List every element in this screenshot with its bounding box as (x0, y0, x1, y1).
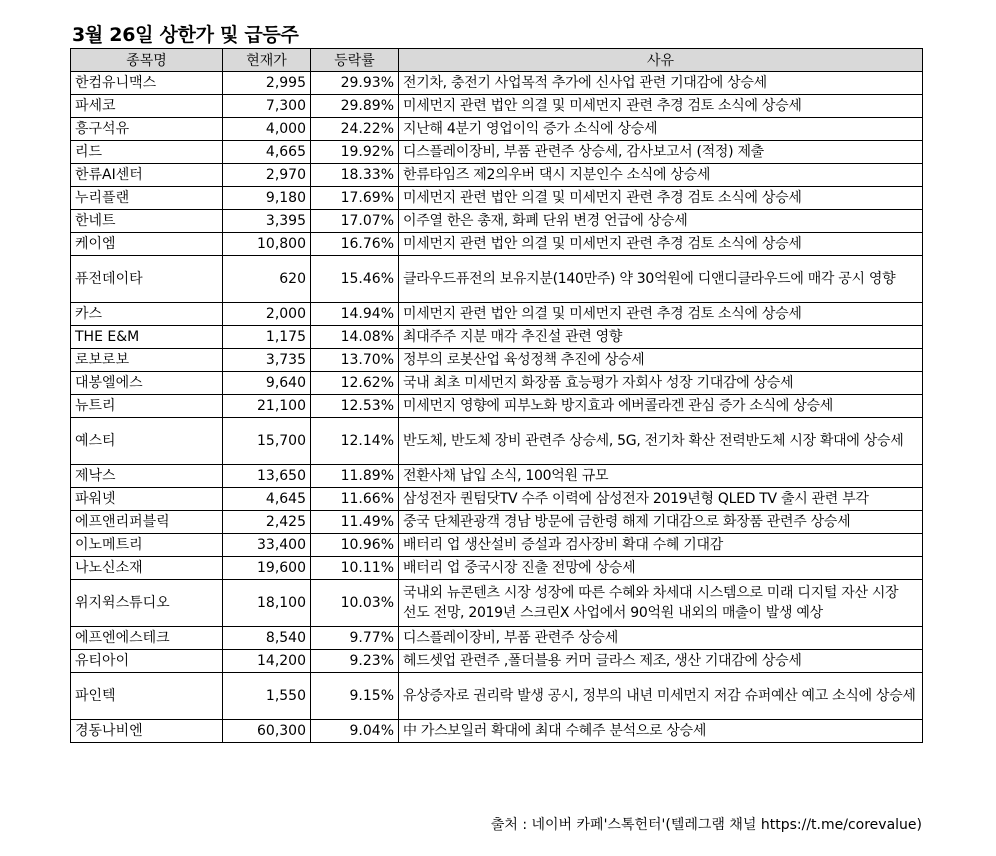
price-cell: 3,735 (223, 349, 311, 372)
column-header-name: 종목명 (71, 49, 223, 72)
change-rate-cell: 10.11% (311, 557, 399, 580)
table-row (71, 673, 923, 720)
price-cell: 4,665 (223, 141, 311, 164)
stock-name-cell: 케이엠 (71, 233, 223, 256)
price-cell: 4,645 (223, 488, 311, 511)
price-cell: 14,200 (223, 650, 311, 673)
price-cell: 2,995 (223, 72, 311, 95)
reason-cell: 배터리 업 중국시장 진출 전망에 상승세 (399, 557, 923, 580)
table-row (71, 418, 923, 465)
stock-name-cell: 이노메트리 (71, 534, 223, 557)
table-row (71, 141, 923, 164)
change-rate-cell: 17.07% (311, 210, 399, 233)
stock-name-cell: 대봉엘에스 (71, 372, 223, 395)
change-rate-cell: 12.62% (311, 372, 399, 395)
column-header-rate: 등락률 (311, 49, 399, 72)
stock-name-cell: 나노신소재 (71, 557, 223, 580)
stock-name-cell: 경동나비엔 (71, 720, 223, 743)
column-header-price: 현재가 (223, 49, 311, 72)
stock-name-cell: 누리플랜 (71, 187, 223, 210)
table-row (71, 95, 923, 118)
reason-cell: 미세먼지 관련 법안 의결 및 미세먼지 관련 추경 검토 소식에 상승세 (399, 233, 923, 256)
table-row (71, 303, 923, 326)
price-cell: 10,800 (223, 233, 311, 256)
reason-cell: 반도체, 반도체 장비 관련주 상승세, 5G, 전기차 확산 전력반도체 시장 확대에 상승세 (399, 418, 923, 465)
stock-name-cell: 파인텍 (71, 673, 223, 720)
stock-name-cell: 에프엔에스테크 (71, 627, 223, 650)
table-row (71, 233, 923, 256)
price-cell: 21,100 (223, 395, 311, 418)
change-rate-cell: 9.15% (311, 673, 399, 720)
table-row (71, 580, 923, 627)
reason-cell: 미세먼지 관련 법안 의결 및 미세먼지 관련 추경 검토 소식에 상승세 (399, 95, 923, 118)
stock-name-cell: 유티아이 (71, 650, 223, 673)
stock-name-cell: 카스 (71, 303, 223, 326)
change-rate-cell: 11.49% (311, 511, 399, 534)
table-header-row (71, 49, 923, 72)
price-cell: 8,540 (223, 627, 311, 650)
price-cell: 4,000 (223, 118, 311, 141)
change-rate-cell: 18.33% (311, 164, 399, 187)
stock-name-cell: 한네트 (71, 210, 223, 233)
change-rate-cell: 15.46% (311, 256, 399, 303)
table-row (71, 534, 923, 557)
stock-name-cell: 로보로보 (71, 349, 223, 372)
price-cell: 33,400 (223, 534, 311, 557)
reason-cell: 한류타임즈 제2의우버 댁시 지분인수 소식에 상승세 (399, 164, 923, 187)
price-cell: 15,700 (223, 418, 311, 465)
reason-cell: 중국 단체관광객 경남 방문에 금한령 해제 기대감으로 화장품 관련주 상승세 (399, 511, 923, 534)
table-row (71, 511, 923, 534)
page-title: 3월 26일 상한가 및 급등주 (72, 24, 299, 46)
reason-cell: 지난해 4분기 영업이익 증가 소식에 상승세 (399, 118, 923, 141)
price-cell: 2,970 (223, 164, 311, 187)
change-rate-cell: 10.03% (311, 580, 399, 627)
change-rate-cell: 9.77% (311, 627, 399, 650)
reason-cell: 이주열 한은 총재, 화폐 단위 변경 언급에 상승세 (399, 210, 923, 233)
table-row (71, 372, 923, 395)
stock-name-cell: 뉴트리 (71, 395, 223, 418)
stock-name-cell: 에프앤리퍼블릭 (71, 511, 223, 534)
change-rate-cell: 9.23% (311, 650, 399, 673)
price-cell: 7,300 (223, 95, 311, 118)
table-row (71, 187, 923, 210)
source-note: 출처 : 네이버 카페'스톡헌터'(텔레그램 채널 https://t.me/corevalue) (490, 817, 922, 833)
reason-cell: 헤드셋업 관련주 ,폴더블용 커머 글라스 제조, 생산 기대감에 상승세 (399, 650, 923, 673)
stock-name-cell: 흥구석유 (71, 118, 223, 141)
reason-cell: 中 가스보일러 확대에 최대 수혜주 분석으로 상승세 (399, 720, 923, 743)
price-cell: 60,300 (223, 720, 311, 743)
change-rate-cell: 11.66% (311, 488, 399, 511)
stock-table (70, 48, 923, 743)
table-row (71, 465, 923, 488)
change-rate-cell: 14.08% (311, 326, 399, 349)
reason-cell: 디스플레이장비, 부품 관련주 상승세, 감사보고서 (적정) 제출 (399, 141, 923, 164)
change-rate-cell: 29.89% (311, 95, 399, 118)
change-rate-cell: 14.94% (311, 303, 399, 326)
change-rate-cell: 11.89% (311, 465, 399, 488)
change-rate-cell: 13.70% (311, 349, 399, 372)
reason-cell: 정부의 로봇산업 육성정책 추진에 상승세 (399, 349, 923, 372)
price-cell: 18,100 (223, 580, 311, 627)
reason-cell: 최대주주 지분 매각 추진설 관련 영향 (399, 326, 923, 349)
reason-cell: 전환사채 납입 소식, 100억원 규모 (399, 465, 923, 488)
price-cell: 19,600 (223, 557, 311, 580)
table-row (71, 488, 923, 511)
change-rate-cell: 29.93% (311, 72, 399, 95)
table-row (71, 326, 923, 349)
change-rate-cell: 19.92% (311, 141, 399, 164)
table-row (71, 395, 923, 418)
stock-name-cell: 한컴유니맥스 (71, 72, 223, 95)
table-row (71, 118, 923, 141)
reason-cell: 미세먼지 영향에 피부노화 방지효과 에버콜라겐 관심 증가 소식에 상승세 (399, 395, 923, 418)
table-row (71, 720, 923, 743)
price-cell: 3,395 (223, 210, 311, 233)
table-row (71, 349, 923, 372)
price-cell: 9,640 (223, 372, 311, 395)
reason-cell: 클라우드퓨전의 보유지분(140만주) 약 30억원에 디앤디클라우드에 매각 공시 영향 (399, 256, 923, 303)
stock-name-cell: 리드 (71, 141, 223, 164)
reason-cell: 국내외 뉴콘텐츠 시장 성장에 따른 수혜와 차세대 시스템으로 미래 디지털 자산 시장 선도 전망, 2019년 스크린X 사업에서 90억원 내외의 매출이 발생 예상 (399, 580, 923, 627)
price-cell: 13,650 (223, 465, 311, 488)
stock-name-cell: 파세코 (71, 95, 223, 118)
change-rate-cell: 12.53% (311, 395, 399, 418)
change-rate-cell: 12.14% (311, 418, 399, 465)
reason-cell: 미세먼지 관련 법안 의결 및 미세먼지 관련 추경 검토 소식에 상승세 (399, 187, 923, 210)
table-row (71, 210, 923, 233)
price-cell: 1,175 (223, 326, 311, 349)
stock-name-cell: 제낙스 (71, 465, 223, 488)
stock-name-cell: 퓨전데이타 (71, 256, 223, 303)
reason-cell: 배터리 업 생산설비 증설과 검사장비 확대 수혜 기대감 (399, 534, 923, 557)
stock-name-cell: 예스티 (71, 418, 223, 465)
table-row (71, 650, 923, 673)
price-cell: 9,180 (223, 187, 311, 210)
table-row (71, 256, 923, 303)
reason-cell: 디스플레이장비, 부품 관련주 상승세 (399, 627, 923, 650)
change-rate-cell: 24.22% (311, 118, 399, 141)
table-row (71, 557, 923, 580)
price-cell: 2,000 (223, 303, 311, 326)
reason-cell: 삼성전자 퀀텀닷TV 수주 이력에 삼성전자 2019년형 QLED TV 출시 관련 부각 (399, 488, 923, 511)
reason-cell: 국내 최초 미세먼지 화장품 효능평가 자회사 성장 기대감에 상승세 (399, 372, 923, 395)
price-cell: 2,425 (223, 511, 311, 534)
change-rate-cell: 10.96% (311, 534, 399, 557)
stock-name-cell: THE E&M (71, 326, 223, 349)
change-rate-cell: 16.76% (311, 233, 399, 256)
stock-name-cell: 파워넷 (71, 488, 223, 511)
reason-cell: 유상증자로 권리락 발생 공시, 정부의 내년 미세먼지 저감 슈퍼예산 예고 소식에 상승세 (399, 673, 923, 720)
table-row (71, 627, 923, 650)
table-row (71, 164, 923, 187)
column-header-reason: 사유 (399, 49, 923, 72)
price-cell: 1,550 (223, 673, 311, 720)
stock-name-cell: 한류AI센터 (71, 164, 223, 187)
price-cell: 620 (223, 256, 311, 303)
change-rate-cell: 9.04% (311, 720, 399, 743)
reason-cell: 전기차, 충전기 사업목적 추가에 신사업 관련 기대감에 상승세 (399, 72, 923, 95)
table-row (71, 72, 923, 95)
change-rate-cell: 17.69% (311, 187, 399, 210)
reason-cell: 미세먼지 관련 법안 의결 및 미세먼지 관련 추경 검토 소식에 상승세 (399, 303, 923, 326)
stock-name-cell: 위지윅스튜디오 (71, 580, 223, 627)
